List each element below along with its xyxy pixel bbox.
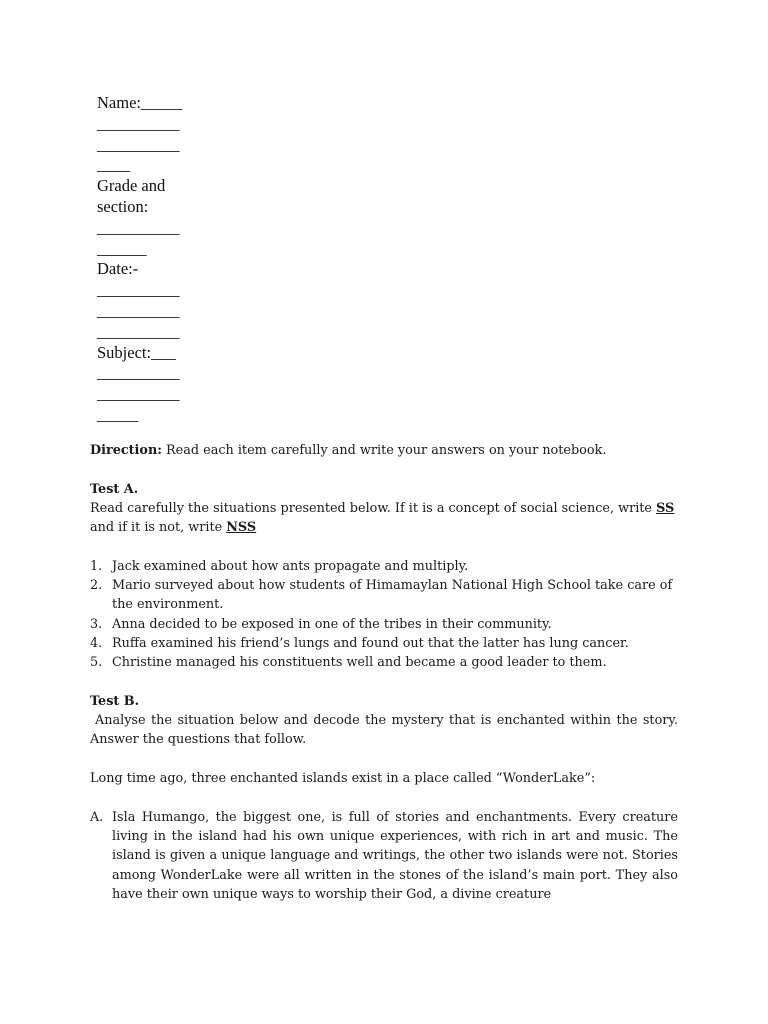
list-item xyxy=(90,653,678,672)
item-text: Isla Humango, the biggest one, is full of stories and enchantments. Every creature living in the island had his own unique experiences, with rich in art and music. The island is given a unique language and writings, the other two islands were not. Stories among WonderLake were all written in the stones of the island’s main port. They also have their own unique ways to worship their God, a divine creature xyxy=(112,809,678,902)
story-intro: Long time ago, three enchanted islands exist in a place called “WonderLake”: xyxy=(90,771,596,787)
blank-line: __________ xyxy=(97,300,180,320)
direction-label: Direction: xyxy=(90,443,162,458)
blank-line: __________ xyxy=(97,134,180,154)
item-number: 2. xyxy=(90,578,103,594)
item-number: 5. xyxy=(90,655,103,671)
grade-label: Grade and xyxy=(97,176,166,196)
ss-label: SS xyxy=(656,500,675,516)
test-a-items xyxy=(90,557,678,673)
item-text: Jack examined about how ants propagate and multiply. xyxy=(112,558,469,574)
test-b-instruction: Analyse the situation below and decode the mystery that is enchanted within the story. Answer the questions that follow. xyxy=(90,713,678,748)
direction-text: Read each item carefully and write your answers on your notebook. xyxy=(161,443,607,458)
item-text: Christine managed his constituents well and became a good leader to them. xyxy=(112,655,607,671)
blank-line: ____ xyxy=(97,155,130,175)
blank-line: __________ xyxy=(97,384,180,404)
story-item-a xyxy=(90,808,678,904)
item-text: Ruffa examined his friend’s lungs and found out that the latter has lung cancer. xyxy=(112,635,629,651)
direction-paragraph xyxy=(90,441,678,460)
item-number: 3. xyxy=(90,616,103,632)
subject-label: Subject:___ xyxy=(97,342,176,362)
blank-line: __________ xyxy=(97,217,180,237)
name-line: Name:_____ xyxy=(97,93,183,112)
item-number: 4. xyxy=(90,635,103,651)
list-item xyxy=(90,634,678,653)
blank-line: __________ xyxy=(97,363,180,383)
blank-line: __________ xyxy=(97,280,180,300)
nss-label: NSS xyxy=(226,520,257,536)
blank-line: ______ xyxy=(97,238,147,258)
instruction-text: Read carefully the situations presented below. If it is a concept of social science, write xyxy=(90,500,657,516)
student-info-header xyxy=(97,93,197,426)
date-label: Date:- xyxy=(97,259,139,279)
test-a-title: Test A. xyxy=(90,481,139,497)
section-label: section: xyxy=(97,196,149,216)
item-number: 1. xyxy=(90,558,103,574)
item-text: Mario surveyed about how students of Himamaylan National High School take care of the environment. xyxy=(112,578,673,613)
item-text: Anna decided to be exposed in one of the tribes in their community. xyxy=(112,616,552,632)
test-a-instruction xyxy=(90,499,678,538)
blank-line: __________ xyxy=(97,321,180,341)
item-letter: A. xyxy=(90,809,104,825)
blank-line: _____ xyxy=(97,404,139,424)
instruction-text: and if it is not, write xyxy=(90,520,227,536)
list-item xyxy=(90,557,678,576)
list-item xyxy=(90,615,678,634)
test-b-title: Test B. xyxy=(90,693,140,709)
list-item xyxy=(90,576,678,615)
blank-line: __________ xyxy=(97,113,180,133)
document-body xyxy=(90,441,678,904)
